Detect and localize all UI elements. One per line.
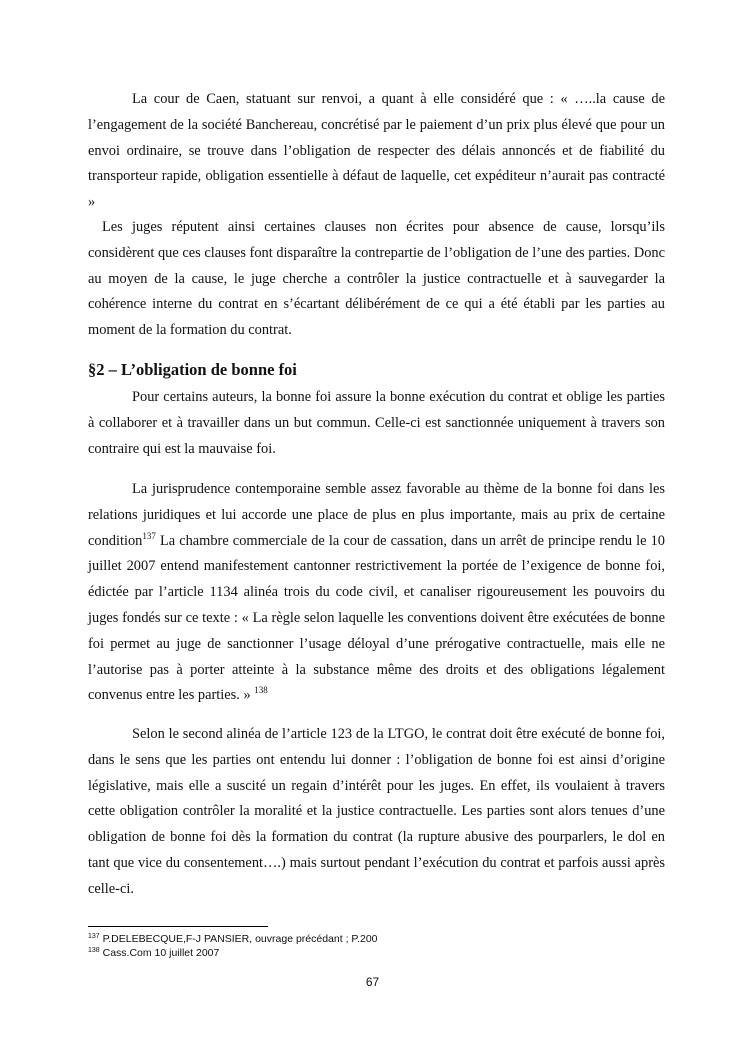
page-number: 67 bbox=[365, 975, 380, 989]
paragraph-caen: La cour de Caen, statuant sur renvoi, a quant à elle considéré que : « …..la cause de l’engagement de la société Banchereau, concrétisé par le paiement d’un prix plus élevé que pour un envoi ordinaire, se trouve dans l’obligation de respecter des délais annoncés et de fiabilité du transporteur rapide, obligation essentielle à défaut de laquelle, cet expéditeur n’aurait pas contracté » bbox=[88, 91, 665, 211]
footnote-138 bbox=[88, 946, 219, 960]
paragraph-clauses: Les juges réputent ainsi certaines clauses non écrites pour absence de cause, lorsqu’ils considèrent que ces clauses font disparaître la contrepartie de l’obligation de l’une des parties. Donc au moyen de la cause, le juge cherche a contrôler la justice contractuelle et à sauvegarder la cohérence interne du contrat en s’écartant délibérément de ce qui a été établi par les parties au moment de la formation du contrat. bbox=[88, 219, 665, 339]
jurisprudence-text-a: La jurisprudence contemporaine semble assez favorable au thème de la bonne foi dans les relations juridiques et lui accorde une place de plus en plus importante, mais au prix de certaine condition bbox=[88, 481, 665, 549]
paragraph-jurisprudence bbox=[88, 477, 665, 709]
jurisprudence-text-b: La chambre commerciale de la cour de cassation, dans un arrêt de principe rendu le 10 juillet 2007 entend manifestement cantonner restrictivement la portée de l’exigence de bonne foi, édictée par l’article 1134 alinéa trois du code civil, et canaliser rigoureusement les pouvoirs du juges fondés sur ce texte : « La règle selon laquelle les conventions doivent être exécutées de bonne foi permet au juge de sanctionner l’usage déloyal d’une prérogative contractuelle, mais elle ne l’autorise pas à porter atteinte à la substance même des droits et des obligations légalement convenus entre les parties. » bbox=[88, 532, 665, 704]
footnote-ref-137: 137 bbox=[142, 530, 156, 541]
footnote-text: Cass.Com 10 juillet 2007 bbox=[102, 947, 220, 959]
paragraph-bonne-foi-auteurs: Pour certains auteurs, la bonne foi assure la bonne exécution du contrat et oblige les parties à collaborer et à travailler dans un but commun. Celle-ci est sanctionnée uniquement à travers son contraire qui est la mauvaise foi. bbox=[88, 389, 665, 457]
footnote-num: 138 bbox=[88, 947, 100, 954]
footnote-num: 137 bbox=[88, 933, 100, 940]
footnote-137 bbox=[88, 932, 378, 946]
paragraph-ltgo: Selon le second alinéa de l’article 123 de la LTGO, le contrat doit être exécuté de bonne foi, dans le sens que les parties ont entendu lui donner : l’obligation de bonne foi est ainsi d’origine législative, mais elle a suscité un regain d’intérêt pour les juges. En effet, ils voulaient à travers cette obligation contrôler la moralité et la justice contractuelle. Les parties sont alors tenues d’une obligation de bonne foi dès la formation du contrat (la rupture abusive des pourparlers, le dol en tant que vice du consentement….) mais surtout pendant l’exécution du contrat et parfois aussi après celle-ci. bbox=[88, 726, 665, 897]
footnote-text: P.DELEBECQUE,F-J PANSIER, ouvrage précédant ; P.200 bbox=[102, 933, 378, 945]
footnote-ref-138: 138 bbox=[254, 685, 268, 696]
section-heading: §2 – L’obligation de bonne foi bbox=[88, 360, 297, 379]
footnote-separator bbox=[88, 926, 268, 927]
